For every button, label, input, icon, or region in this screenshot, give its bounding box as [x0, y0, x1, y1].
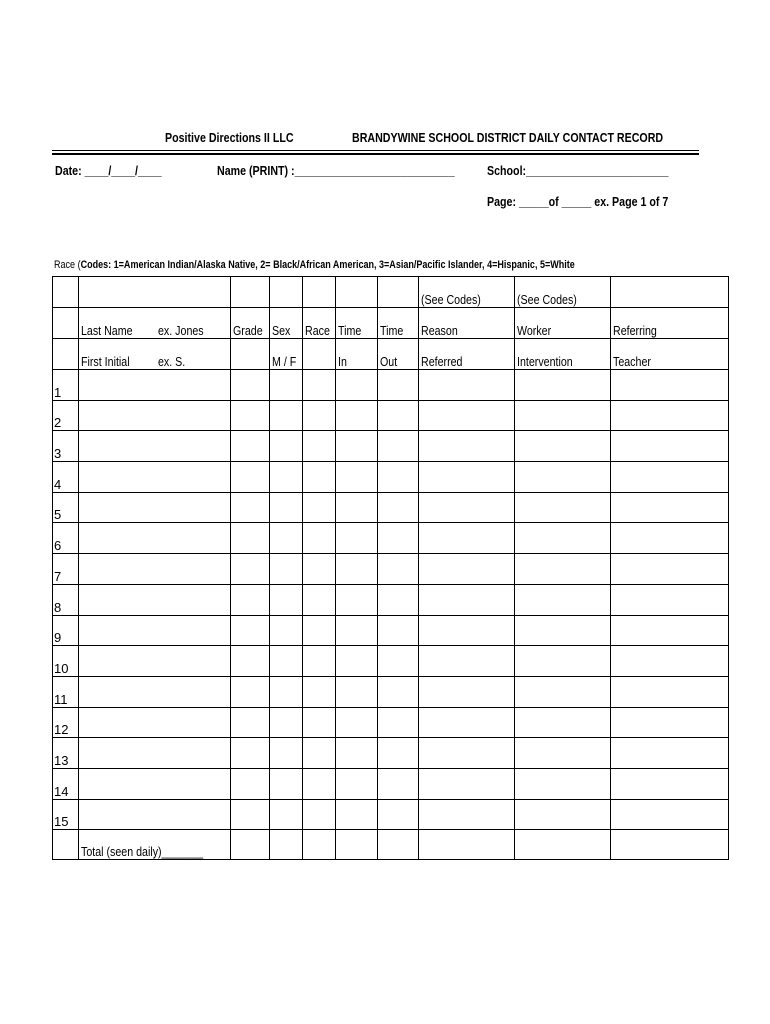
table-row: [53, 462, 729, 493]
entry-cell[interactable]: [419, 431, 515, 462]
entry-cell[interactable]: [378, 799, 419, 830]
entry-cell[interactable]: [419, 462, 515, 493]
col-grade: Grade: [230, 308, 269, 339]
entry-cell[interactable]: [230, 462, 269, 493]
entry-cell[interactable]: [419, 646, 515, 677]
entry-cell[interactable]: [515, 554, 611, 585]
entry-cell[interactable]: [611, 676, 729, 707]
col-time-out: Time: [378, 308, 419, 339]
entry-cell[interactable]: [302, 462, 335, 493]
entry-cell[interactable]: [302, 523, 335, 554]
col-referred: Referred: [419, 339, 515, 370]
col-teacher: Teacher: [611, 339, 729, 370]
col-ex-jones: ex. Jones: [156, 308, 230, 339]
entry-cell[interactable]: [302, 615, 335, 646]
table-row: [53, 584, 729, 615]
entry-cell[interactable]: [230, 799, 269, 830]
row-number: 8: [53, 584, 79, 615]
col-last-name: Last Name: [79, 308, 157, 339]
entry-cell[interactable]: [336, 584, 378, 615]
header-rule-thick: [52, 153, 699, 155]
page-field[interactable]: Page: _____of _____ ex. Page 1 of 7: [487, 194, 669, 209]
table-row: [53, 431, 729, 462]
col-sex: Sex: [270, 308, 303, 339]
row-number: 1: [53, 370, 79, 401]
entry-cell[interactable]: [302, 400, 335, 431]
entry-cell[interactable]: [419, 768, 515, 799]
table-row: [53, 370, 729, 401]
entry-cell[interactable]: [336, 615, 378, 646]
worker-codes-label: (See Codes): [515, 277, 611, 308]
row-number: 13: [53, 738, 79, 769]
reason-codes-label: (See Codes): [419, 277, 515, 308]
entry-cell[interactable]: [79, 768, 231, 799]
row-number: 14: [53, 768, 79, 799]
entry-cell[interactable]: [270, 707, 303, 738]
entry-cell[interactable]: [419, 492, 515, 523]
entry-cell[interactable]: [230, 615, 269, 646]
header-row-codes: [53, 277, 729, 308]
entry-cell[interactable]: [419, 554, 515, 585]
entry-cell[interactable]: [611, 707, 729, 738]
school-field[interactable]: School:________________________: [487, 163, 669, 178]
entry-cell[interactable]: [611, 768, 729, 799]
row-number: 7: [53, 554, 79, 585]
entry-cell[interactable]: [378, 615, 419, 646]
entry-cell[interactable]: [230, 431, 269, 462]
entry-cell[interactable]: [515, 492, 611, 523]
entry-cell[interactable]: [270, 676, 303, 707]
entry-cell[interactable]: [378, 370, 419, 401]
entry-cell[interactable]: [270, 738, 303, 769]
entry-cell[interactable]: [378, 738, 419, 769]
entry-cell[interactable]: [419, 615, 515, 646]
entry-cell[interactable]: [336, 554, 378, 585]
entry-cell[interactable]: [270, 768, 303, 799]
entry-cell[interactable]: [230, 584, 269, 615]
entry-cell[interactable]: [302, 584, 335, 615]
table-row: [53, 400, 729, 431]
table-row: [53, 799, 729, 830]
form-title: BRANDYWINE SCHOOL DISTRICT DAILY CONTACT RECORD: [352, 130, 664, 145]
company-name: Positive Directions II LLC: [165, 130, 294, 145]
entry-cell[interactable]: [378, 646, 419, 677]
entry-cell[interactable]: [336, 646, 378, 677]
entry-cell[interactable]: [302, 676, 335, 707]
entry-cell[interactable]: [230, 768, 269, 799]
entry-cell[interactable]: [270, 462, 303, 493]
entry-cell[interactable]: [230, 400, 269, 431]
header-row-sublabels: [53, 339, 729, 370]
entry-cell[interactable]: [336, 431, 378, 462]
entry-cell[interactable]: [302, 799, 335, 830]
entry-cell[interactable]: [515, 615, 611, 646]
entry-cell[interactable]: [302, 431, 335, 462]
entry-cell[interactable]: [230, 738, 269, 769]
entry-cell[interactable]: [270, 400, 303, 431]
row-number: 10: [53, 646, 79, 677]
row-number: 6: [53, 523, 79, 554]
entry-cell[interactable]: [79, 492, 231, 523]
table-row: [53, 615, 729, 646]
entry-cell[interactable]: [336, 768, 378, 799]
col-in: In: [336, 339, 378, 370]
race-codes-prefix: Race (: [54, 259, 81, 271]
col-mf: M / F: [270, 339, 303, 370]
entry-cell[interactable]: [515, 799, 611, 830]
name-field[interactable]: Name (PRINT) :___________________________: [217, 163, 455, 178]
entry-cell[interactable]: [79, 615, 231, 646]
entry-cell[interactable]: [336, 523, 378, 554]
entry-cell[interactable]: [611, 370, 729, 401]
row-number: 9: [53, 615, 79, 646]
entry-cell[interactable]: [79, 738, 231, 769]
entry-cell[interactable]: [419, 799, 515, 830]
entry-cell[interactable]: [419, 370, 515, 401]
table-row: [53, 738, 729, 769]
entry-cell[interactable]: [79, 400, 231, 431]
entry-cell[interactable]: [270, 646, 303, 677]
entry-cell[interactable]: [79, 554, 231, 585]
entry-cell[interactable]: [79, 462, 231, 493]
entry-cell[interactable]: [378, 584, 419, 615]
contact-record-table: [52, 276, 729, 860]
entry-cell[interactable]: [302, 554, 335, 585]
entry-cell[interactable]: [611, 554, 729, 585]
entry-cell[interactable]: [515, 768, 611, 799]
total-row: [53, 830, 729, 860]
entry-cell[interactable]: [336, 676, 378, 707]
entry-cell[interactable]: [378, 523, 419, 554]
entry-cell[interactable]: [611, 615, 729, 646]
entry-cell[interactable]: [378, 492, 419, 523]
entry-cell[interactable]: [611, 738, 729, 769]
row-number: 4: [53, 462, 79, 493]
row-number: 15: [53, 799, 79, 830]
entry-cell[interactable]: [336, 462, 378, 493]
entry-cell[interactable]: [611, 400, 729, 431]
entry-cell[interactable]: [611, 492, 729, 523]
race-codes-text: Codes: 1=American Indian/Alaska Native, 2= Black/African American, 3=Asian/Pacific Islander, 4=Hispanic, 5=White: [80, 259, 575, 271]
entry-cell[interactable]: [230, 370, 269, 401]
entry-cell[interactable]: [302, 492, 335, 523]
entry-cell[interactable]: [419, 738, 515, 769]
entry-cell[interactable]: [419, 584, 515, 615]
entry-cell[interactable]: [611, 431, 729, 462]
entry-cell[interactable]: [270, 584, 303, 615]
entry-cell[interactable]: [515, 707, 611, 738]
entry-cell[interactable]: [79, 676, 231, 707]
entry-cell[interactable]: [230, 492, 269, 523]
table-row: [53, 768, 729, 799]
entry-cell[interactable]: [79, 370, 231, 401]
entry-cell[interactable]: [79, 584, 231, 615]
entry-cell[interactable]: [515, 584, 611, 615]
table-row: [53, 676, 729, 707]
entry-cell[interactable]: [79, 646, 231, 677]
race-codes-line: [54, 259, 575, 271]
table-row: [53, 523, 729, 554]
entry-cell[interactable]: [302, 707, 335, 738]
entry-cell[interactable]: [230, 523, 269, 554]
row-number: 3: [53, 431, 79, 462]
total-seen-daily[interactable]: Total (seen daily)_______: [79, 830, 231, 860]
table-row: [53, 646, 729, 677]
entry-cell[interactable]: [419, 400, 515, 431]
entry-cell[interactable]: [79, 799, 231, 830]
col-ex-s: ex. S.: [156, 339, 230, 370]
entry-cell[interactable]: [611, 799, 729, 830]
entry-cell[interactable]: [378, 676, 419, 707]
entry-cell[interactable]: [270, 799, 303, 830]
entry-cell[interactable]: [270, 431, 303, 462]
row-number: 11: [53, 676, 79, 707]
entry-cell[interactable]: [230, 707, 269, 738]
col-first-initial: First Initial: [79, 339, 157, 370]
table-row: [53, 707, 729, 738]
entry-cell[interactable]: [378, 400, 419, 431]
entry-cell[interactable]: [611, 584, 729, 615]
row-number: 2: [53, 400, 79, 431]
entry-cell[interactable]: [270, 523, 303, 554]
entry-cell[interactable]: [378, 554, 419, 585]
entry-cell[interactable]: [79, 523, 231, 554]
entry-cell[interactable]: [515, 462, 611, 493]
entry-cell[interactable]: [515, 738, 611, 769]
entry-cell[interactable]: [336, 492, 378, 523]
entry-cell[interactable]: [302, 370, 335, 401]
entry-cell[interactable]: [515, 370, 611, 401]
entry-cell[interactable]: [336, 707, 378, 738]
row-number: 5: [53, 492, 79, 523]
entry-cell[interactable]: [230, 646, 269, 677]
table-row: [53, 554, 729, 585]
header-row-labels: [53, 308, 729, 339]
row-number: 12: [53, 707, 79, 738]
entry-cell[interactable]: [270, 615, 303, 646]
col-worker: Worker: [515, 308, 611, 339]
entry-cell[interactable]: [302, 768, 335, 799]
entry-cell[interactable]: [419, 523, 515, 554]
entry-cell[interactable]: [79, 431, 231, 462]
entry-cell[interactable]: [515, 400, 611, 431]
col-race: Race: [302, 308, 335, 339]
header-rule-thin: [52, 150, 699, 151]
entry-cell[interactable]: [270, 554, 303, 585]
entry-cell[interactable]: [270, 492, 303, 523]
entry-cell[interactable]: [378, 707, 419, 738]
col-intervention: Intervention: [515, 339, 611, 370]
entry-cell[interactable]: [302, 738, 335, 769]
entry-cell[interactable]: [515, 676, 611, 707]
entry-cell[interactable]: [230, 554, 269, 585]
entry-cell[interactable]: [79, 707, 231, 738]
date-field[interactable]: Date: ____/____/____: [55, 163, 162, 178]
entry-cell[interactable]: [419, 676, 515, 707]
col-out: Out: [378, 339, 419, 370]
entry-cell[interactable]: [270, 370, 303, 401]
entry-cell[interactable]: [378, 462, 419, 493]
entry-cell[interactable]: [515, 646, 611, 677]
entry-cell[interactable]: [515, 523, 611, 554]
entry-cell[interactable]: [515, 431, 611, 462]
entry-cell[interactable]: [230, 676, 269, 707]
entry-cell[interactable]: [378, 768, 419, 799]
table-row: [53, 492, 729, 523]
entry-cell[interactable]: [419, 707, 515, 738]
entry-cell[interactable]: [336, 370, 378, 401]
entry-cell[interactable]: [336, 799, 378, 830]
entry-cell[interactable]: [336, 400, 378, 431]
entry-cell[interactable]: [611, 646, 729, 677]
entry-cell[interactable]: [378, 431, 419, 462]
col-referring: Referring: [611, 308, 729, 339]
col-time-in: Time: [336, 308, 378, 339]
col-reason: Reason: [419, 308, 515, 339]
entry-cell[interactable]: [611, 462, 729, 493]
entry-cell[interactable]: [302, 646, 335, 677]
entry-cell[interactable]: [336, 738, 378, 769]
entry-cell[interactable]: [611, 523, 729, 554]
